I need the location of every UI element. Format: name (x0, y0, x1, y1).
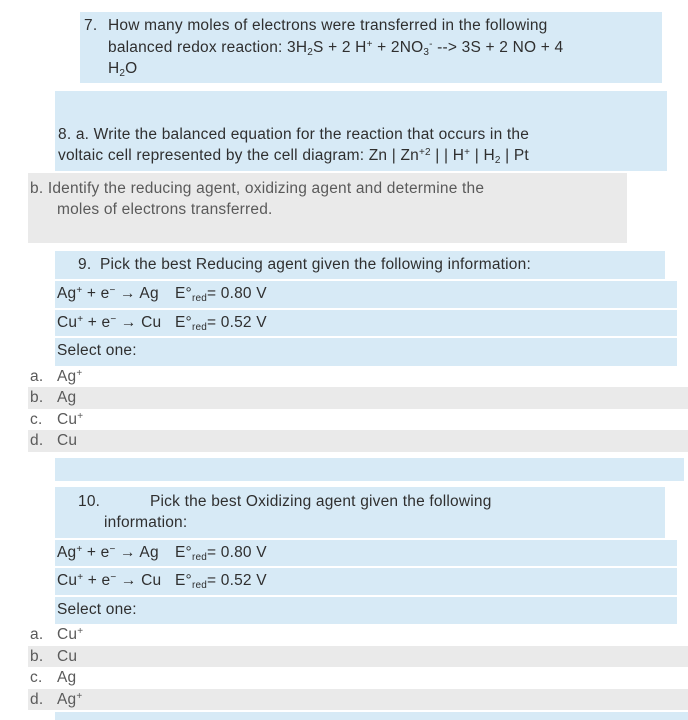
option-text: Cu (57, 432, 78, 449)
question-9-number: 9. (78, 255, 92, 273)
question-8b-block (28, 173, 627, 243)
question-7-block (80, 12, 662, 83)
half-reaction-row (55, 540, 677, 567)
option-text: Ag+ (57, 367, 83, 385)
question-7-number: 7. (84, 17, 98, 34)
half-reaction-potential: $E^\circ_{red}= 0.80$ V (175, 285, 267, 304)
half-reaction-equation: Cu+ + e− → Cu (57, 572, 162, 589)
option-text: Ag+ (57, 690, 83, 708)
question-10-number: 10. (78, 492, 101, 510)
question-8a-block (55, 91, 667, 171)
option-letter: d. (30, 690, 44, 708)
question-9-prompt-line (78, 254, 659, 276)
option-q9-c[interactable] (28, 409, 688, 431)
option-letter: a. (30, 367, 44, 385)
option-text: Ag (57, 389, 77, 406)
option-letter: a. (30, 626, 44, 643)
half-reaction-row (55, 281, 677, 308)
question-10-prompt: Pick the best Oxidizing agent given the following information: (104, 492, 492, 531)
half-reaction-potential: $E^\circ_{red}= 0.52$ V (175, 572, 267, 591)
option-letter: b. (30, 647, 44, 665)
half-reaction-equation: Cu+ + e− → Cu (57, 313, 162, 331)
question-10-prompt-line (78, 491, 659, 534)
select-one-text: Select one: (57, 600, 137, 618)
option-q10-b[interactable] (28, 646, 688, 668)
question-10-options (0, 624, 688, 710)
option-q10-c[interactable] (28, 667, 688, 689)
option-text: Ag (57, 669, 77, 686)
option-letter: b. (30, 389, 44, 406)
select-one-text: Select one: (57, 342, 137, 359)
option-text: Cu+ (57, 410, 84, 428)
option-q9-b[interactable] (28, 387, 688, 409)
option-text: Cu+ (57, 626, 84, 643)
highlight-spacer (55, 458, 684, 481)
question-8b-text: b. Identify the reducing agent, oxidizing agent and determine the moles of electrons transferred. (30, 179, 485, 218)
option-q10-d[interactable] (28, 689, 688, 711)
question-9-select-label (55, 338, 677, 366)
option-letter: c. (30, 410, 43, 428)
question-9-prompt: Pick the best Reducing agent given the following information: (100, 255, 531, 273)
half-reaction-potential: $E^\circ_{red}= 0.80$ V (175, 543, 267, 563)
question-7-text (84, 15, 656, 80)
question-7-body: How many moles of electrons were transferred in the following balanced redox reaction: $3H_2S + 2$ $H^+ + 2NO_3^-$ --> 3S + 2 NO + 4 $H_2O$ (108, 17, 564, 79)
half-reaction-equation: Ag+ + e− → Ag (57, 543, 159, 561)
half-reaction-row (55, 568, 677, 595)
question-9-options (0, 366, 688, 452)
option-letter: c. (30, 669, 43, 686)
question-10-select-label (55, 597, 677, 625)
option-q9-a[interactable] (28, 366, 688, 388)
option-letter: d. (30, 432, 44, 449)
option-q9-d[interactable] (28, 430, 688, 452)
question-8a-text: 8. a. Write the balanced equation for the reaction that occurs in the voltaic cell represented by the cell diagram: Zn | $Zn^{+2}$ | | H+ | $H_2$ | Pt (58, 125, 530, 166)
bottom-highlight-bar (55, 712, 688, 720)
option-q10-a[interactable] (28, 624, 688, 646)
question-10-header (55, 487, 665, 538)
half-reaction-equation: Ag+ + e− → Ag (57, 285, 159, 302)
half-reaction-row (55, 310, 677, 337)
question-9-header (55, 251, 665, 280)
half-reaction-potential: $E^\circ_{red}= 0.52$ V (175, 313, 267, 333)
option-text: Cu (57, 647, 78, 665)
